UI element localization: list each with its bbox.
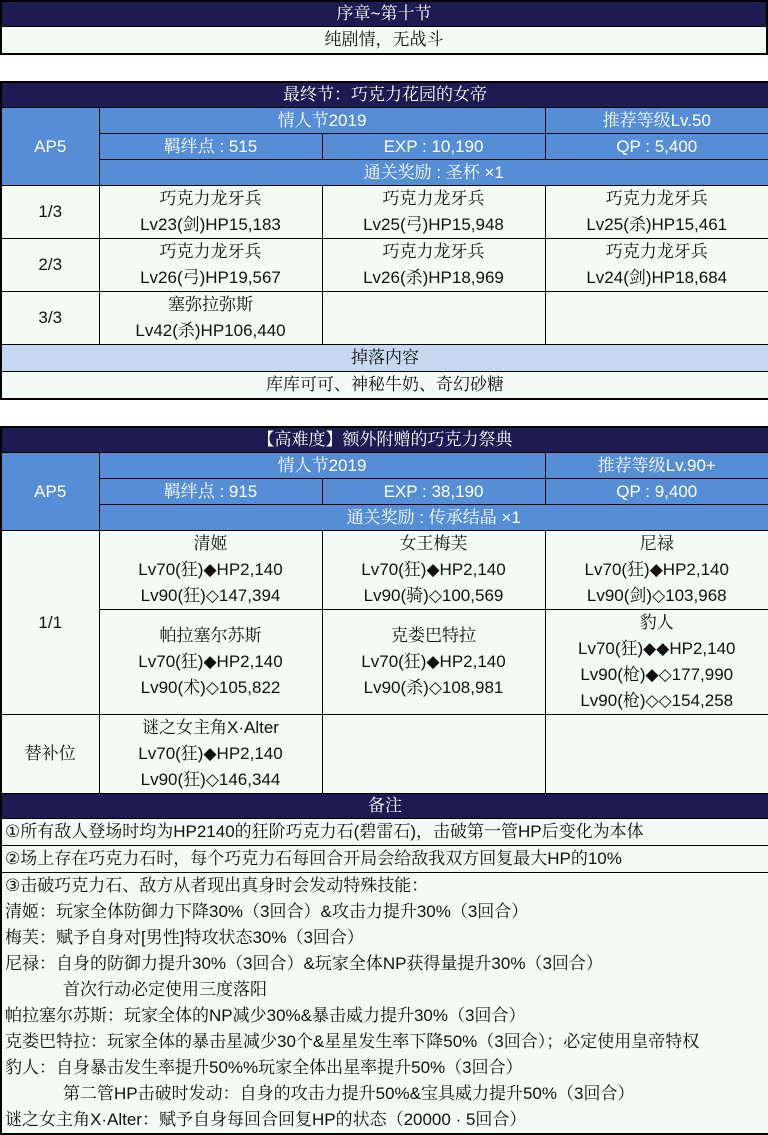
bond-points: 羁绊点 : 915 — [99, 479, 322, 505]
note-line: 首次行动必定使用三度落阳 — [5, 977, 768, 1003]
reserve-label: 替补位 — [1, 715, 99, 794]
qp: QP : 5,400 — [545, 134, 768, 160]
enemy-name: 谜之女主角X·Alter — [100, 715, 322, 741]
enemy-cell — [545, 610, 768, 715]
enemy-stats: Lv90(狂)◇146,344 — [100, 767, 322, 793]
enemy-stats: Lv90(骑)◇100,569 — [323, 583, 545, 609]
enemy-name: 巧克力龙牙兵 — [546, 186, 768, 212]
enemy-name: 女王梅芙 — [323, 531, 545, 557]
enemy-stats: Lv70(狂)◆HP2,140 — [323, 557, 545, 583]
clear-reward: 通关奖励 : 传承结晶 ×1 — [99, 505, 768, 531]
empty-cell — [322, 292, 545, 345]
enemy-name: 巧克力龙牙兵 — [546, 239, 768, 265]
empty-cell — [545, 715, 768, 794]
enemy-stats: Lv90(枪)◆◇177,990 — [546, 662, 768, 688]
empty-cell — [545, 292, 768, 345]
drops-list: 库库可可、神秘牛奶、奇幻砂糖 — [1, 372, 768, 400]
enemy-stats: Lv23(剑)HP15,183 — [100, 212, 322, 238]
enemy-cell — [99, 292, 322, 345]
bond-points: 羁绊点 : 515 — [99, 134, 322, 160]
recommended-level: 推荐等级Lv.90+ — [545, 453, 768, 479]
ap-cost: AP5 — [1, 453, 99, 531]
clear-reward: 通关奖励 : 圣杯 ×1 — [99, 160, 768, 186]
enemy-cell — [545, 531, 768, 610]
ap-cost: AP5 — [1, 108, 99, 186]
enemy-name: 巧克力龙牙兵 — [100, 186, 322, 212]
enemy-cell — [99, 610, 322, 715]
enemy-name: 尼禄 — [546, 531, 768, 557]
section-title: 最终节：巧克力花园的女帝 — [1, 82, 768, 108]
exp: EXP : 38,190 — [322, 479, 545, 505]
enemy-name: 豹人 — [546, 610, 768, 636]
enemy-cell — [99, 531, 322, 610]
wave-label: 2/3 — [1, 239, 99, 292]
enemy-stats: Lv42(杀)HP106,440 — [100, 318, 322, 344]
enemy-name: 巧克力龙牙兵 — [323, 239, 545, 265]
note-line: 帕拉塞尔苏斯：玩家全体的NP减少30%&暴击威力提升30%（3回合） — [5, 1003, 768, 1029]
enemy-stats: Lv90(剑)◇103,968 — [546, 583, 768, 609]
enemy-cell — [545, 239, 768, 292]
note-line: 豹人：自身暴击发生率提升50%%玩家全体出星率提升50%（3回合） — [5, 1055, 768, 1081]
enemy-name: 帕拉塞尔苏斯 — [100, 623, 322, 649]
section-title: 序章~第十节 — [1, 1, 767, 27]
enemy-stats: Lv70(狂)◆HP2,140 — [323, 649, 545, 675]
enemy-cell — [99, 239, 322, 292]
event-name: 情人节2019 — [99, 108, 545, 134]
wave-row — [1, 292, 768, 345]
section-title: 【高难度】额外附赠的巧克力祭典 — [1, 427, 768, 453]
note-line: 梅芙：赋予自身对[男性]特攻状态30%（3回合） — [5, 925, 768, 951]
enemy-name: 塞弥拉弥斯 — [100, 292, 322, 318]
recommended-level: 推荐等级Lv.50 — [545, 108, 768, 134]
enemy-cell — [322, 531, 545, 610]
enemy-stats: Lv25(弓)HP15,948 — [323, 212, 545, 238]
enemy-cell — [322, 610, 545, 715]
section-high-difficulty — [0, 426, 768, 1135]
exp: EXP : 10,190 — [322, 134, 545, 160]
event-name: 情人节2019 — [99, 453, 545, 479]
note-line: 谜之女主角X·Alter：赋予自身每回合回复HP的状态（20000 · 5回合） — [5, 1107, 768, 1133]
section-prologue — [0, 0, 768, 55]
enemy-stats: Lv90(杀)◇108,981 — [323, 675, 545, 701]
enemy-stats: Lv24(剑)HP18,684 — [546, 265, 768, 291]
enemy-cell — [99, 715, 322, 794]
qp: QP : 9,400 — [545, 479, 768, 505]
wave-row — [1, 186, 768, 239]
enemy-cell — [99, 186, 322, 239]
enemy-stats: Lv70(狂)◆HP2,140 — [100, 741, 322, 767]
enemy-stats: Lv70(狂)◆HP2,140 — [100, 649, 322, 675]
note-line: 克娄巴特拉：玩家全体的暴击星减少30个&星星发生率下降50%（3回合）；必定使用皇帝特权 — [5, 1029, 768, 1055]
enemy-stats: Lv90(狂)◇147,394 — [100, 583, 322, 609]
enemy-stats: Lv70(狂)◆HP2,140 — [100, 557, 322, 583]
enemy-cell — [322, 239, 545, 292]
enemy-stats: Lv26(杀)HP18,969 — [323, 265, 545, 291]
enemy-stats: Lv26(弓)HP19,567 — [100, 265, 322, 291]
wave-label: 3/3 — [1, 292, 99, 345]
section-content: 纯剧情，无战斗 — [1, 27, 767, 55]
enemy-name: 清姬 — [100, 531, 322, 557]
enemy-stats: Lv70(狂)◆HP2,140 — [546, 557, 768, 583]
empty-cell — [322, 715, 545, 794]
note-line: 清姬：玩家全体防御力下降30%（3回合）&攻击力提升30%（3回合） — [5, 899, 768, 925]
note-line: 第二管HP击破时发动：自身的攻击力提升50%&宝具威力提升50%（3回合） — [5, 1081, 768, 1107]
enemy-name: 巧克力龙牙兵 — [100, 239, 322, 265]
drops-title: 掉落内容 — [1, 345, 768, 372]
notes-title: 备注 — [1, 794, 768, 819]
wave-label: 1/3 — [1, 186, 99, 239]
enemy-name: 克娄巴特拉 — [323, 623, 545, 649]
enemy-stats: Lv25(杀)HP15,461 — [546, 212, 768, 238]
note-2: ②场上存在巧克力石时，每个巧克力石每回合开局会给敌我双方回复最大HP的10% — [1, 846, 768, 873]
enemy-stats: Lv70(狂)◆◆HP2,140 — [546, 636, 768, 662]
note-3 — [1, 873, 768, 1135]
section-final-chapter — [0, 81, 768, 400]
enemy-name: 巧克力龙牙兵 — [323, 186, 545, 212]
wave-label: 1/1 — [1, 531, 99, 715]
note-line: ③击破巧克力石、敌方从者现出真身时会发动特殊技能： — [5, 873, 768, 899]
enemy-stats: Lv90(枪)◇◇154,258 — [546, 688, 768, 714]
note-1: ①所有敌人登场时均为HP2140的狂阶巧克力石(碧雷石)，击破第一管HP后变化为本体 — [1, 819, 768, 846]
enemy-stats: Lv90(术)◇105,822 — [100, 675, 322, 701]
note-line: 尼禄：自身的防御力提升30%（3回合）&玩家全体NP获得量提升30%（3回合） — [5, 951, 768, 977]
wave-row — [1, 239, 768, 292]
enemy-cell — [322, 186, 545, 239]
enemy-cell — [545, 186, 768, 239]
